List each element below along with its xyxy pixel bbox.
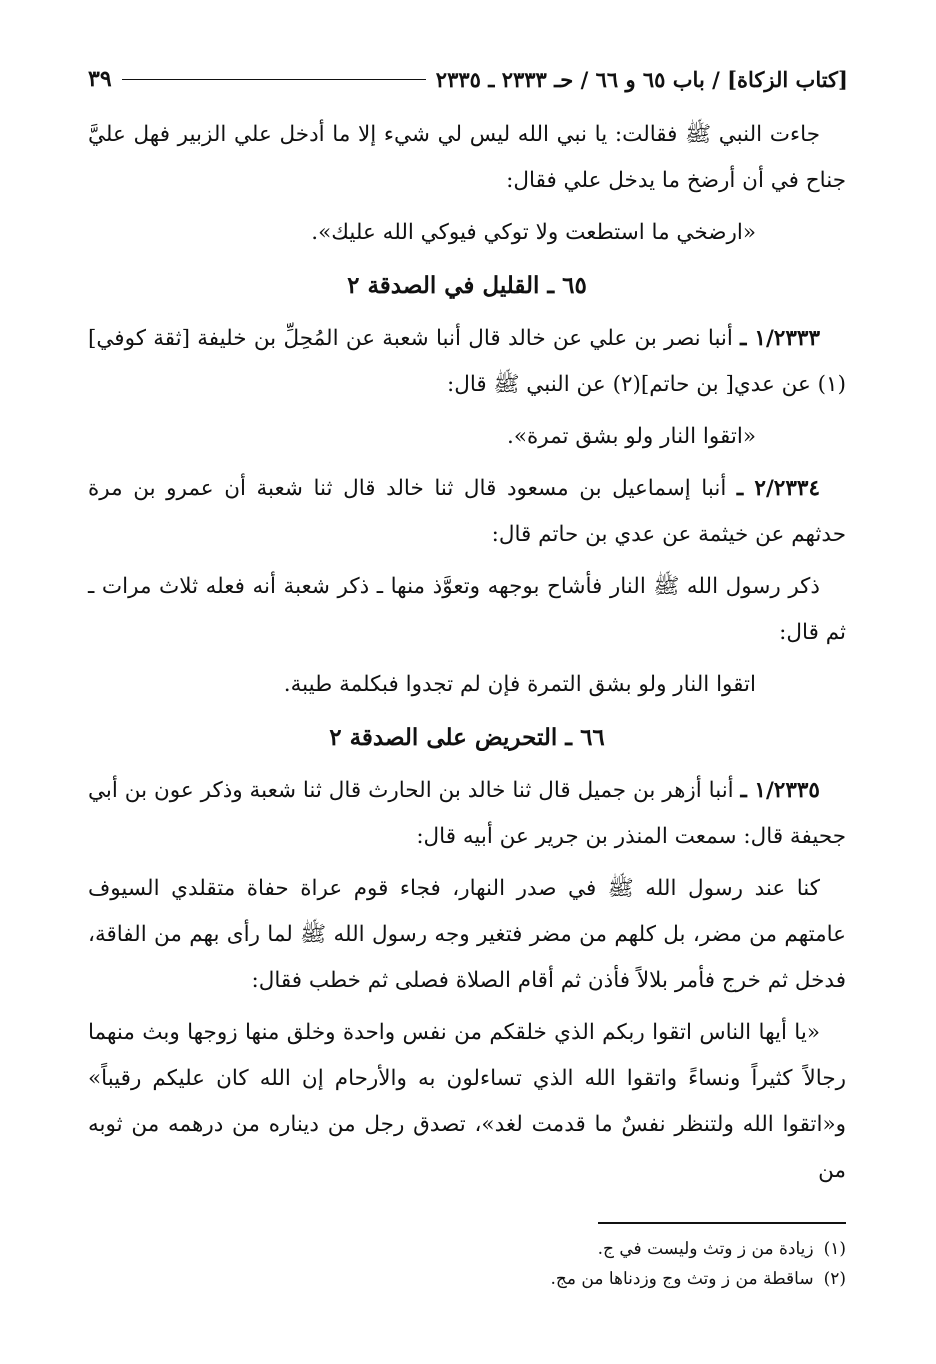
hadith-number-2334: ٢/٢٣٣٤ ـ (736, 476, 820, 501)
hadith-2335-narration: كنا عند رسول الله ﷺ في صدر النهار، فجاء قوم عراة حفاة متقلدي السيوف عامتهم من مضر، بل كلهم من مضر فتغير وجه رسول الله ﷺ لما رأى بهم من الفاقة، فدخل ثم خرج فأمر بلالاً فأذن ثم أقام الصلاة فصلى ثم خطب فقال: (88, 876, 846, 993)
hadith-2335 (88, 768, 846, 860)
hadith-number-2335: ١/٢٣٣٥ ـ (740, 778, 820, 803)
hadith-quote: «ارضخي ما استطعت ولا توكي فيوكي الله عليك». (311, 220, 756, 245)
footnote-mark: (١) (823, 1239, 846, 1259)
header-title: [كتاب الزكاة] / باب ٦٥ و ٦٦ / حـ ٢٣٣٣ ـ ٢٣٣٥ (435, 66, 848, 92)
footnote-separator (598, 1222, 846, 1224)
footnote-2 (300, 1264, 846, 1294)
page-body (88, 112, 846, 1200)
hadith-2334-matn: اتقوا النار ولو بشق التمرة فإن لم تجدوا فبكلمة طيبة. (283, 672, 756, 697)
hadith-2333 (88, 316, 846, 408)
footnote-1 (300, 1234, 846, 1264)
running-header (88, 62, 848, 96)
footnotes (300, 1234, 846, 1294)
hadith-2334-narration: ذكر رسول الله ﷺ النار فأشاح بوجهه وتعوَّذ منها ـ ذكر شعبة أنه فعله ثلاث مرات ـ ثم قال: (88, 574, 846, 645)
chapter-heading-66: ٦٦ ـ التحريض على الصدقة ٢ (329, 724, 605, 751)
header-rule (122, 79, 426, 80)
paragraph-continuation: جاءت النبي ﷺ فقالت: يا نبي الله ليس لي شيء إلا ما أدخل علي الزبير فهل عليَّ جناح في أن أرضخ ما يدخل علي فقال: (88, 122, 846, 193)
hadith-number-2333: ١/٢٣٣٣ ـ (740, 326, 820, 351)
page-number: ٣٩ (88, 66, 112, 92)
footnote-text: ساقطة من ز وتث وج وزدناها من مج. (550, 1269, 814, 1289)
hadith-2333-isnad: أنبا نصر بن علي عن خالد قال أنبا شعبة عن المُحِلِّ بن خليفة [ثقة كوفي](١) عن عدي[ بن حاتم](٢) عن النبي ﷺ قال: (88, 326, 846, 397)
footnote-text: زيادة من ز وتث وليست في ج. (597, 1239, 814, 1259)
hadith-2334-isnad: أنبا إسماعيل بن مسعود قال ثنا خالد قال ثنا شعبة أن عمرو بن مرة حدثهم عن خيثمة عن عدي بن حاتم قال: (88, 476, 846, 547)
hadith-2334 (88, 466, 846, 558)
hadith-2335-isnad: أنبا أزهر بن جميل قال ثنا خالد بن الحارث قال ثنا شعبة وذكر عون بن أبي جحيفة قال: سمعت المنذر بن جرير عن أبيه قال: (88, 778, 846, 849)
hadith-2333-matn: «اتقوا النار ولو بشق تمرة». (506, 424, 756, 449)
footnote-mark: (٢) (823, 1269, 846, 1289)
chapter-heading-65: ٦٥ ـ القليل في الصدقة ٢ (347, 272, 587, 299)
hadith-2335-sermon: «يا أيها الناس اتقوا ربكم الذي خلقكم من نفس واحدة وخلق منها زوجها وبث منهما رجالاً كثيراً ونساءً واتقوا الله الذي تساءلون به والأرحام إن الله كان عليكم رقيباً» و«اتقوا الله ولتنظر نفسٌ ما قدمت لغد»، تصدق رجل من ديناره من درهمه من ثوبه من (88, 1020, 846, 1183)
